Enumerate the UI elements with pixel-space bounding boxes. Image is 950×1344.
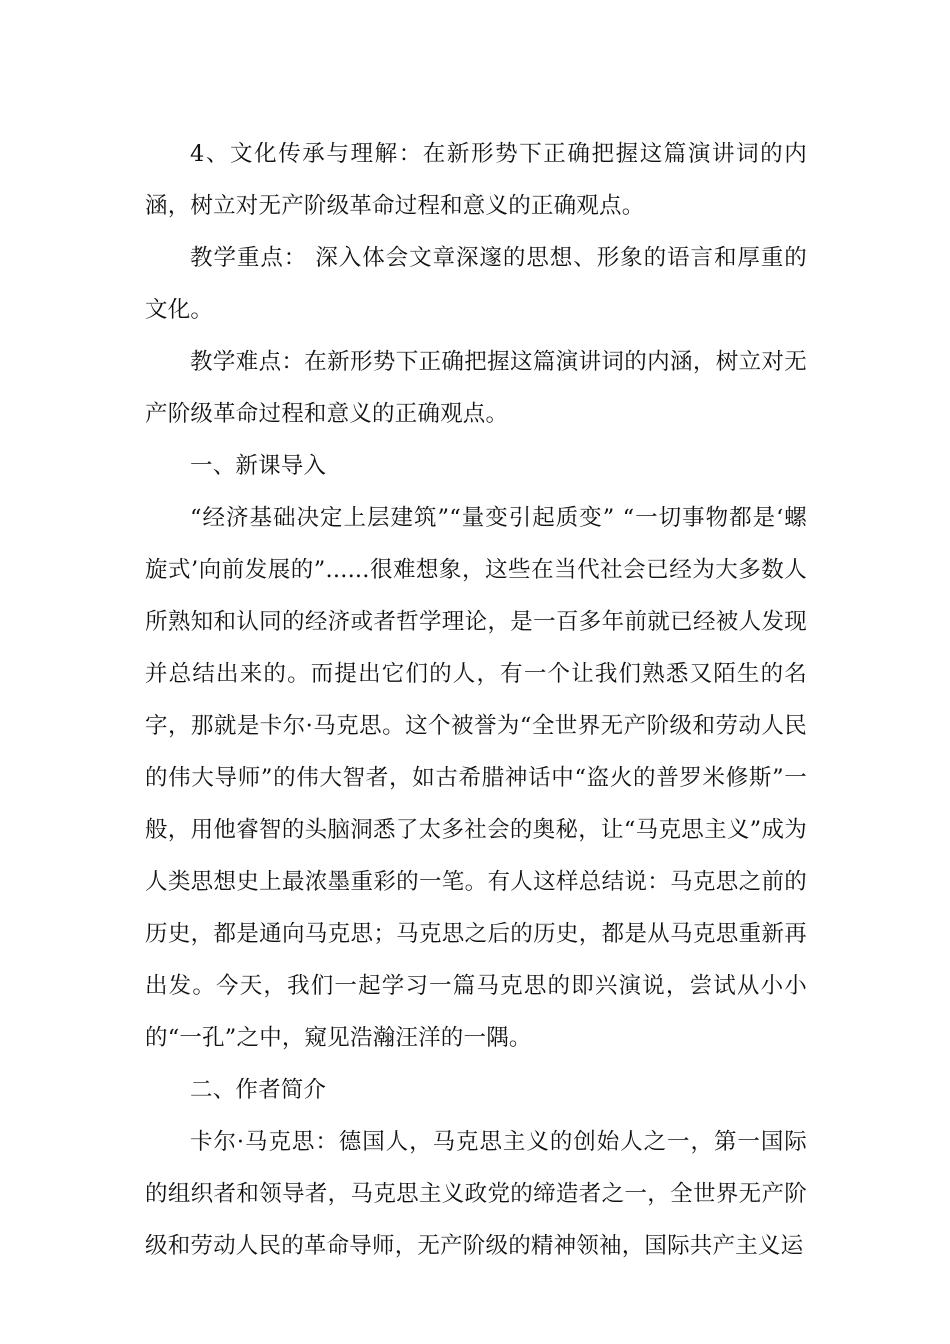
- paragraph-objective-4: 4、文化传承与理解：在新形势下正确把握这篇演讲词的内涵，树立对无产阶级革命过程和意义的正确观点。: [145, 141, 807, 219]
- paragraph-teaching-focus: 教学重点： 深入体会文章深邃的思想、形象的语言和厚重的文化。: [145, 245, 807, 323]
- paragraph-author-bio: 卡尔·马克思：德国人，马克思主义的创始人之一，第一国际的组织者和领导者，马克思主义政党的缔造者之一，全世界无产阶级和劳动人民的革命导师，无产阶级的精神领袖，国际共产主义运: [145, 1129, 807, 1259]
- section-heading-author-intro: 二、作者简介: [190, 1077, 327, 1103]
- paragraph-teaching-difficulty: 教学难点：在新形势下正确把握这篇演讲词的内涵，树立对无产阶级革命过程和意义的正确观点。: [145, 349, 807, 427]
- section-heading-new-lesson: 一、新课导入: [190, 453, 327, 479]
- paragraph-new-lesson-intro: “经济基础决定上层建筑”“量变引起质变” “一切事物都是‘螺旋式’向前发展的”......很难想象，这些在当代社会已经为大多数人所熟知和认同的经济或者哲学理论，是一百多年前就已经被人发现并总结出来的。而提出它们的人，有一个让我们熟悉又陌生的名字，那就是卡尔·马克思。这个被誉为“全世界无产阶级和劳动人民的伟大导师”的伟大智者，如古希腊神话中“盗火的普罗米修斯”一般，用他睿智的头脑洞悉了太多社会的奥秘，让“马克思主义”成为人类思想史上最浓墨重彩的一笔。有人这样总结说：马克思之前的历史，都是通向马克思；马克思之后的历史，都是从马克思重新再出发。今天，我们一起学习一篇马克思的即兴演说，尝试从小小的“一孔”之中，窥见浩瀚汪洋的一隅。: [145, 505, 807, 1051]
- document-body: [145, 128, 807, 1272]
